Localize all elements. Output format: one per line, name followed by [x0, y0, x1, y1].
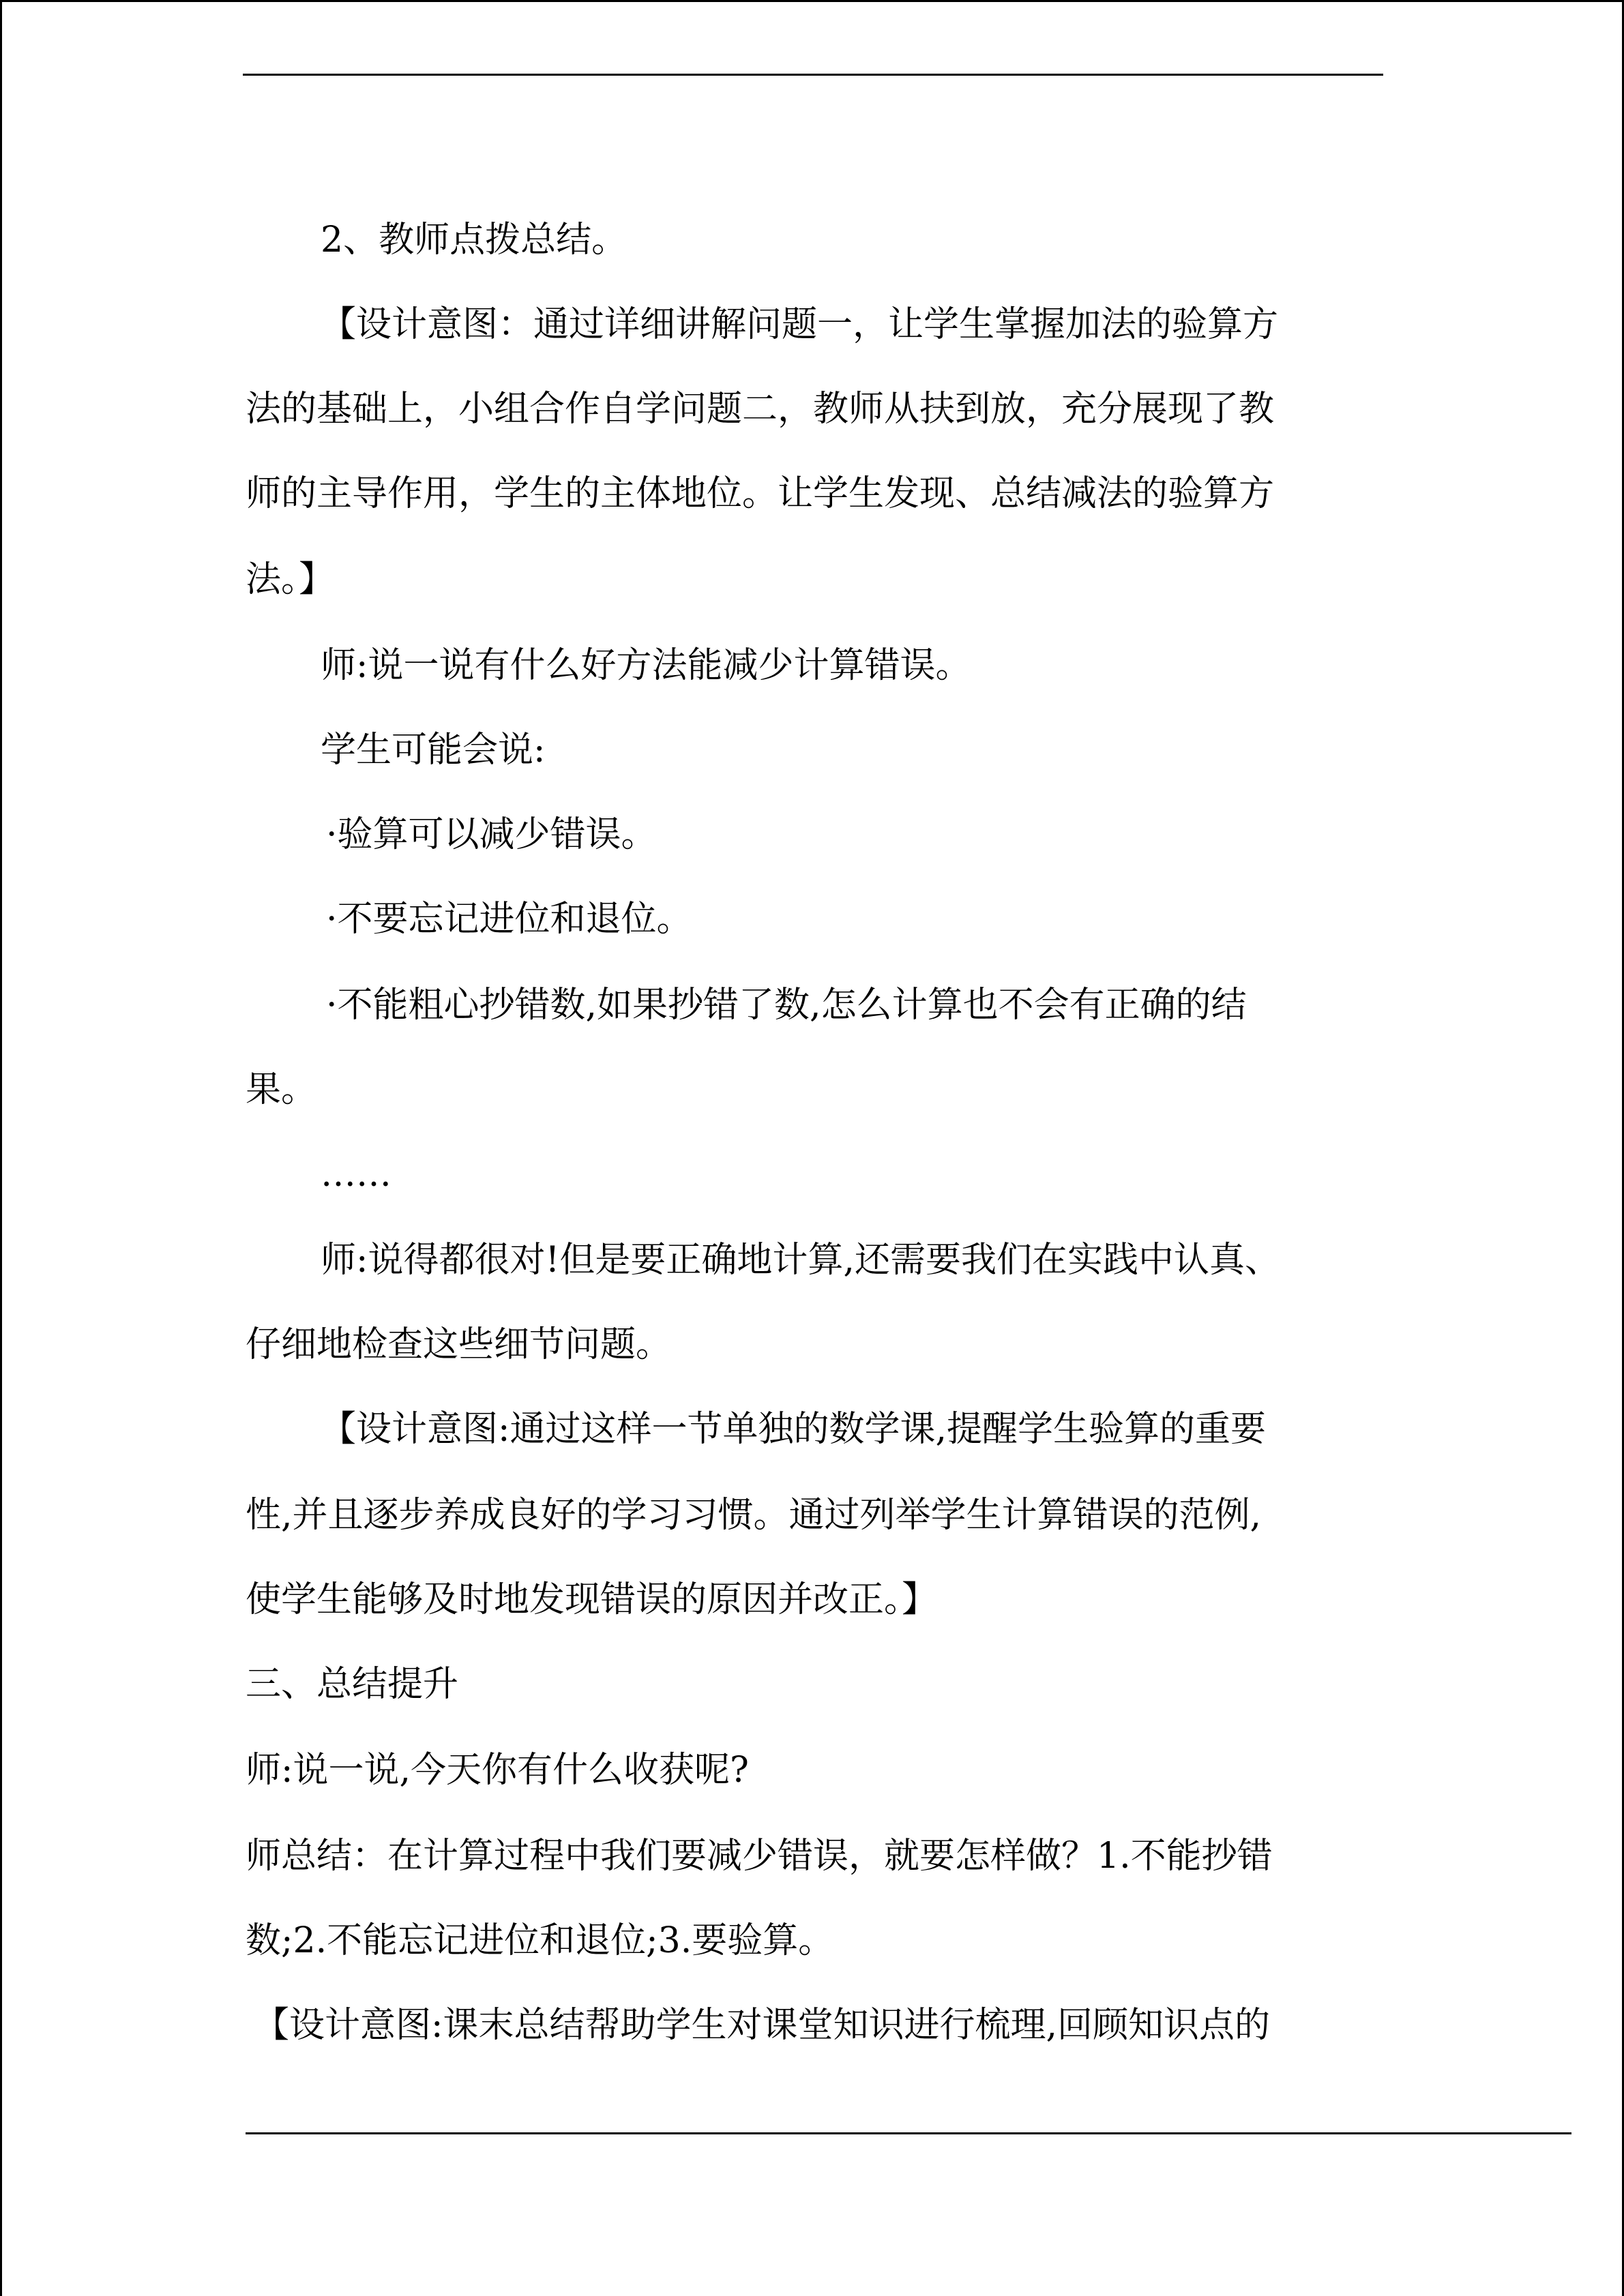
summary-line: 师总结：在计算过程中我们要减少错误，就要怎样做？1.不能抄错 — [246, 1836, 1273, 1877]
paragraph-line: 法的基础上，小组合作自学问题二，教师从扶到放，充分展现了教 — [246, 389, 1275, 430]
design-intent-line: 【设计意图：通过详细讲解问题一，让学生掌握加法的验算方 — [321, 304, 1279, 345]
teacher-line: 师:说一说有什么好方法能减少计算错误。 — [321, 645, 971, 686]
paragraph-line: 仔细地检查这些细节问题。 — [246, 1324, 672, 1365]
page-frame-left — [0, 0, 2, 2296]
teacher-line: 师:说一说,今天你有什么收获呢? — [246, 1750, 749, 1791]
header-rule — [243, 74, 1383, 76]
footer-rule — [246, 2132, 1571, 2134]
design-intent-line: 【设计意图:课末总结帮助学生对课堂知识进行梳理,回顾知识点的 — [254, 2005, 1271, 2046]
page-frame-top — [0, 0, 1624, 2]
paragraph-line: 2、教师点拨总结。 — [321, 220, 628, 260]
section-heading: 三、总结提升 — [246, 1664, 459, 1705]
paragraph-line: 性,并且逐步养成良好的学习习惯。通过列举学生计算错误的范例, — [246, 1495, 1262, 1536]
paragraph-line: 师的主导作用，学生的主体地位。让学生发现、总结减法的验算方 — [246, 473, 1275, 514]
bullet-item: ·不要忘记进位和退位。 — [326, 899, 692, 940]
bullet-item: ·不能粗心抄错数,如果抄错了数,怎么计算也不会有正确的结 — [326, 985, 1247, 1026]
design-intent-line: 【设计意图:通过这样一节单独的数学课,提醒学生验算的重要 — [321, 1409, 1267, 1450]
paragraph-line: 法。】 — [246, 559, 335, 600]
student-line: 学生可能会说: — [321, 730, 546, 771]
ellipsis-line: …… — [321, 1154, 392, 1195]
paragraph-line: 数;2.不能忘记进位和退位;3.要验算。 — [246, 1920, 834, 1961]
paragraph-line: 使学生能够及时地发现错误的原因并改正。】 — [246, 1579, 938, 1620]
teacher-line: 师:说得都很对!但是要正确地计算,还需要我们在实践中认真、 — [321, 1240, 1280, 1281]
bullet-item: ·验算可以减少错误。 — [326, 814, 657, 855]
paragraph-line: 果。 — [246, 1069, 317, 1110]
